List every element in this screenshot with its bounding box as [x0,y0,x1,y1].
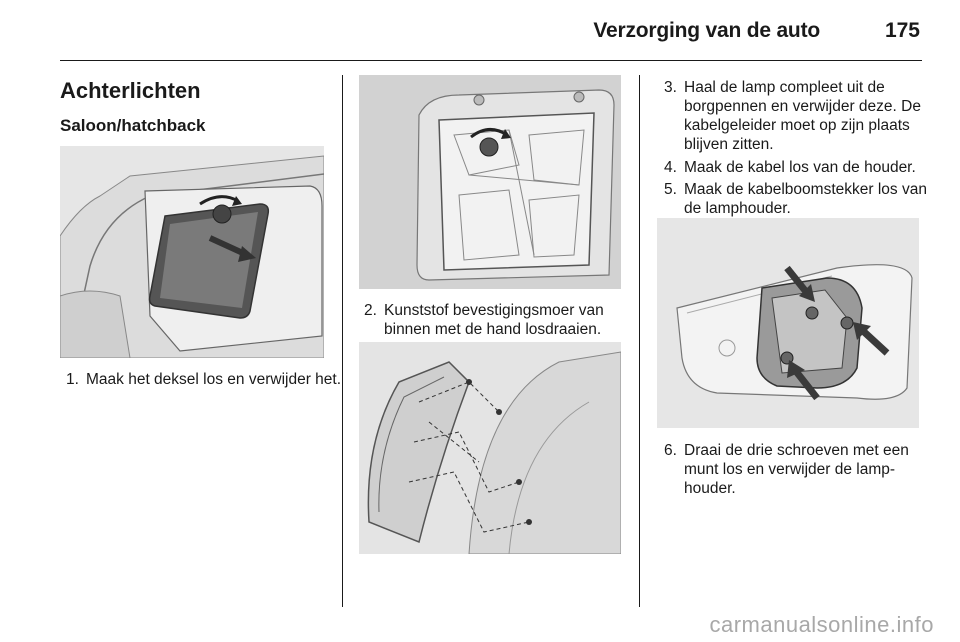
step-number: 1. [66,371,79,388]
watermark: carmanualsonline.info [709,612,934,637]
step-4 [664,158,946,177]
step-5 [664,180,946,218]
step-text: Draai de drie schroeven met een munt los en verwijder de lamp-houder. [684,442,909,497]
step-3 [664,78,946,154]
column-divider-right [639,75,640,607]
step-1 [66,370,348,389]
step-6 [664,441,946,498]
nut-unscrew-drawing [359,75,621,289]
step-number: 4. [664,159,677,176]
lamp-removal-drawing [359,342,621,554]
subsection-title: Saloon/hatchback [60,116,206,135]
illustration-nut-unscrew [359,75,621,289]
illustration-lamp-removal [359,342,621,554]
illustration-cover-removal [60,146,324,358]
lamp-holder-drawing [657,218,919,428]
column-divider-left [342,75,343,607]
step-number: 3. [664,79,677,96]
step-text: Maak het deksel los en verwijder het. [86,371,342,388]
page-number: 175 [884,19,920,42]
step-text: Maak de kabel los van de houder. [684,159,916,176]
step-number: 5. [664,181,677,198]
step-number: 2. [364,302,377,319]
step-text: Maak de kabelboomstekker los van de lamphouder. [684,181,927,217]
cover-removal-drawing [60,146,324,358]
running-header-title: Verzorging van de auto [593,19,820,42]
step-text: Kunststof bevestigingsmoer van binnen met de hand losdraaien. [384,302,604,338]
step-number: 6. [664,442,677,459]
illustration-lamp-holder [657,218,919,428]
section-title: Achterlichten [60,78,201,103]
step-text: Haal de lamp compleet uit de borgpennen en verwijder deze. De kabelgeleider moet op zijn plaats blijven zitten. [684,79,921,153]
header-rule [60,60,922,61]
step-2 [364,301,646,339]
